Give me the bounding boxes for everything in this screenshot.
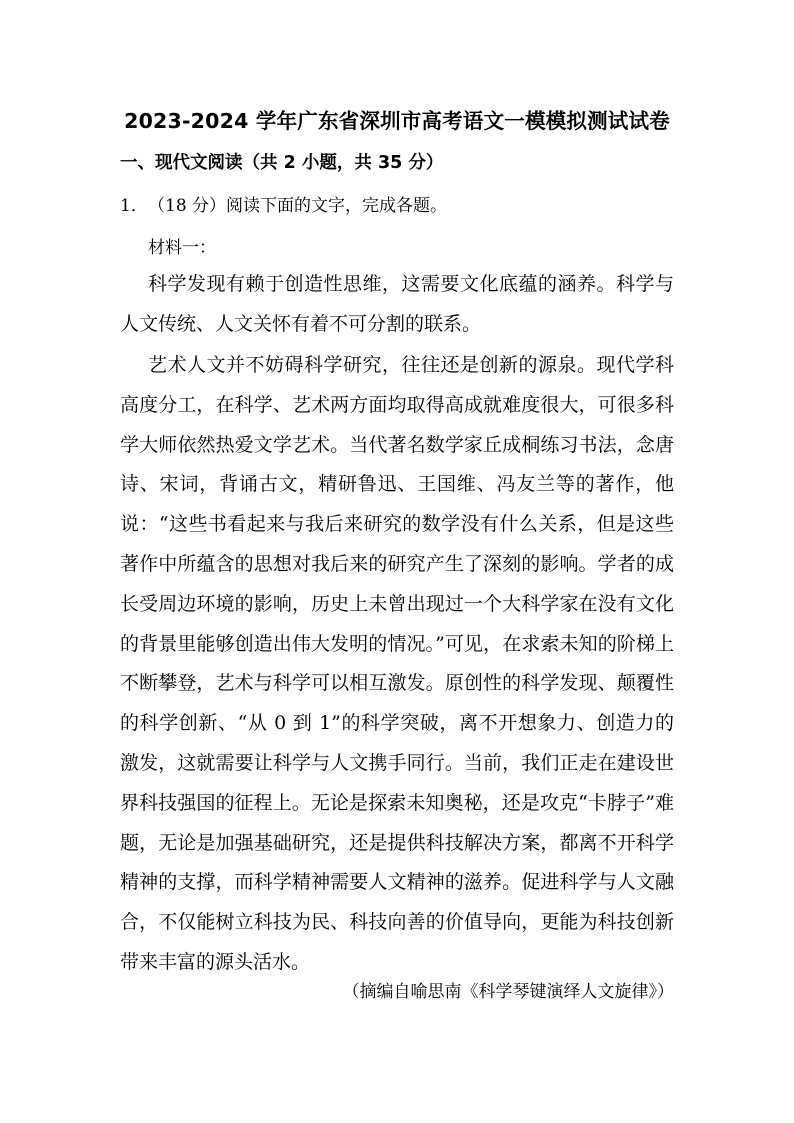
question-text: （18 分）阅读下面的文字，完成各题。 [148, 196, 448, 216]
question-prompt [120, 191, 447, 216]
exam-title: 2023-2024 学年广东省深圳市高考语文一模模拟测试试卷 [124, 109, 670, 133]
material-label: 材料一： [148, 238, 216, 258]
paragraph-1: 科学发现有赖于创造性思维，这需要文化底蕴的涵养。科学与人文传统、人文关怀有着不可分割的联系。 [120, 273, 674, 335]
section-heading: 一、现代文阅读（共 2 小题，共 35 分） [120, 153, 444, 173]
question-number: 1． [120, 196, 148, 216]
paragraph-2: 艺术人文并不妨碍科学研究，往往还是创新的源泉。现代学科高度分工，在科学、艺术两方面均取得高成就难度很大，可很多科学大师依然热爱文学艺术。当代著名数学家丘成桐练习书法，念唐诗、宋词，背诵古文，精研鲁迅、王国维、冯友兰等的著作，他说：“这些书看起来与我后来研究的数学没有什么关系，但是这些著作中所蕴含的思想对我后来的研究产生了深刻的影响。学者的成长受周边环境的影响，历史上未曾出现过一个大科学家在没有文化的背景里能够创造出伟大发明的情况。”可见，在求索未知的阶梯上不断攀登，艺术与科学可以相互激发。原创性的科学发现、颠覆性的科学创新、“从 0 到 1”的科学突破，离不开想象力、创造力的激发，这就需要让科学与人文携手同行。当前，我们正走在建设世界科技强国的征程上。无论是探索未知奥秘，还是攻克“卡脖子”难题，无论是加强基础研究，还是提供科技解决方案，都离不开科学精神的支撑，而科学精神需要人文精神的滋养。促进科学与人文融合，不仅能树立科技为民、科技向善的价值导向，更能为科技创新带来丰富的源头活水。 [120, 354, 674, 973]
source-citation: （摘编自喻思南《科学琴键演绎人文旋律》） [342, 982, 674, 1002]
